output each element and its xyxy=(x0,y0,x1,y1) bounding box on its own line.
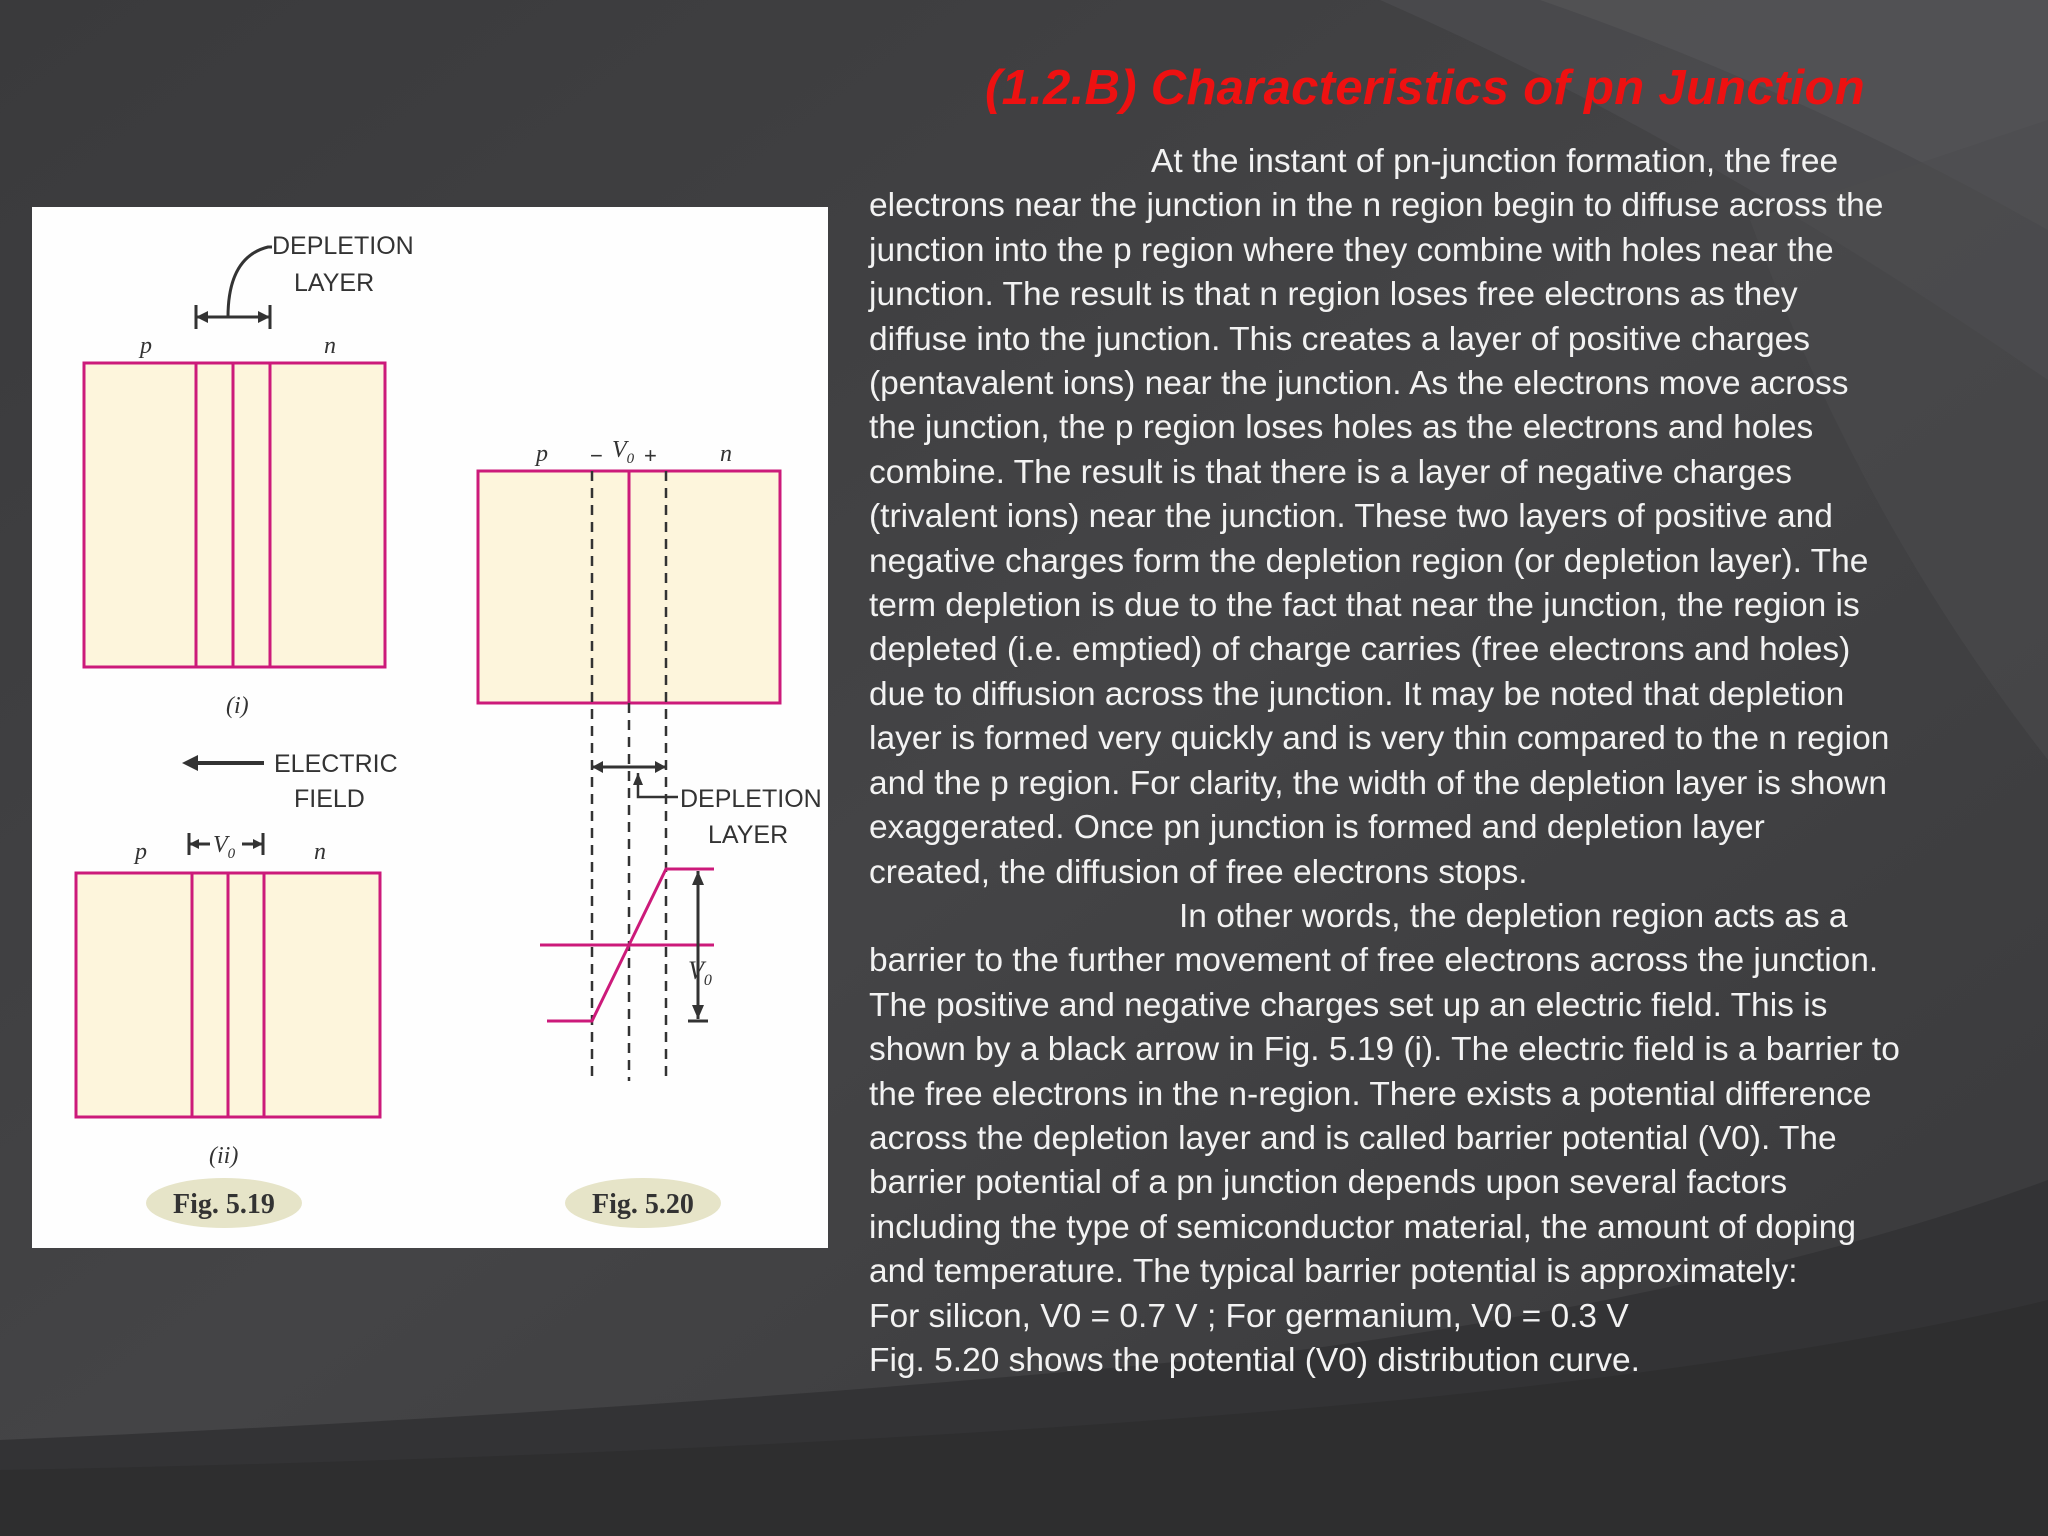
subfigure-i-label: (i) xyxy=(226,693,249,719)
p-label: p xyxy=(536,441,548,467)
paragraph-2-line: In other words, the depletion region acts as a xyxy=(1179,897,1848,935)
depletion-label-line2: LAYER xyxy=(708,821,789,849)
paragraph-1-line: (trivalent ions) near the junction. These two layers of positive and xyxy=(869,498,1833,536)
depletion-label-line1: DEPLETION xyxy=(680,785,822,813)
n-region xyxy=(264,873,380,1117)
arrow-head-down xyxy=(692,1005,704,1019)
paragraph-2-line: barrier to the further movement of free electrons across the junction. xyxy=(869,942,1879,980)
depletion-pointer-curve xyxy=(228,247,272,317)
barrier-voltage-label xyxy=(213,832,236,862)
paragraph-2-line: barrier potential of a pn junction depends upon several factors xyxy=(869,1164,1788,1202)
paragraph-1-line: At the instant of pn-junction formation, the free xyxy=(1151,143,1839,180)
p-region xyxy=(76,873,192,1117)
arrow-head-up xyxy=(692,871,704,885)
plus-sign: + xyxy=(644,443,657,468)
paragraph-1-line: exaggerated. Once pn junction is formed and depletion layer xyxy=(869,809,1765,847)
n-label: n xyxy=(324,333,336,359)
body-text xyxy=(869,140,2019,1383)
paragraph-1-line: the junction, the p region loses holes as the electrons and holes xyxy=(869,409,1814,447)
arrow-head-right xyxy=(655,761,666,773)
fig-5-19-caption: Fig. 5.19 xyxy=(173,1189,275,1220)
p-region xyxy=(84,363,196,667)
subfigure-ii-label: (ii) xyxy=(209,1143,239,1169)
electric-field-label-line1: ELECTRIC xyxy=(274,750,398,778)
paragraph-1-line: created, the diffusion of free electrons stops. xyxy=(869,853,1528,891)
depletion-pointer xyxy=(638,773,678,797)
v-letter: V xyxy=(612,437,627,463)
paragraph-1-line: negative charges form the depletion region (or depletion layer). The xyxy=(869,542,1869,580)
arrow-head-left xyxy=(592,761,603,773)
paragraph-2-line: Fig. 5.20 shows the potential (V0) distribution curve. xyxy=(869,1341,1640,1379)
v-subscript: 0 xyxy=(626,451,635,467)
n-region xyxy=(270,363,385,667)
paragraph-1-line: and the p region. For clarity, the width of the depletion layer is shown xyxy=(869,764,1887,802)
fig-5-20-caption: Fig. 5.20 xyxy=(592,1189,694,1220)
p-label: p xyxy=(140,333,152,359)
pn-junction-diagram xyxy=(32,207,828,1248)
electric-field-annotation xyxy=(182,750,398,813)
arrow-head-left xyxy=(196,311,208,323)
fig-5-20 xyxy=(478,437,822,1228)
paragraph-1-line: electrons near the junction in the n region begin to diffuse across the xyxy=(869,187,1884,225)
n-label: n xyxy=(720,441,732,467)
minus-sign: − xyxy=(590,443,603,468)
v-letter: V xyxy=(213,832,228,858)
paragraph-1-line: depleted (i.e. emptied) of charge carries (free electrons and holes) xyxy=(869,631,1851,669)
electric-field-arrow-head xyxy=(182,755,198,771)
paragraph-1-line: due to diffusion across the junction. It may be noted that depletion xyxy=(869,675,1845,713)
paragraph-2-line: across the depletion layer and is called barrier potential (V0). The xyxy=(869,1119,1837,1157)
pointer-head xyxy=(633,773,643,785)
p-label: p xyxy=(135,839,147,865)
electric-field-label-line2: FIELD xyxy=(294,785,365,813)
paragraph-1-line: (pentavalent ions) near the junction. As the electrons move across xyxy=(869,365,1849,403)
barrier-height-label xyxy=(688,956,712,989)
paragraph-1-line: layer is formed very quickly and is very thin compared to the n region xyxy=(869,720,1890,758)
paragraph-2-line: For silicon, V0 = 0.7 V ; For germanium, V0 = 0.3 V xyxy=(869,1297,1629,1335)
arrow-head-right xyxy=(258,311,270,323)
paragraph-2-line: shown by a black arrow in Fig. 5.19 (i). The electric field is a barrier to xyxy=(869,1031,1900,1069)
fig-5-19-i xyxy=(84,232,414,719)
fig-5-19-ii xyxy=(76,832,380,1228)
depletion-label-line2: LAYER xyxy=(294,269,375,297)
v-subscript: 0 xyxy=(703,972,712,989)
paragraph-2-line: including the type of semiconductor material, the amount of doping xyxy=(869,1208,1856,1246)
slide-title: (1.2.B) Characteristics of pn Junction xyxy=(985,61,1865,115)
paragraph-1-line: junction. The result is that n region loses free electrons as they xyxy=(869,276,1798,314)
depletion-label-line1: DEPLETION xyxy=(272,232,414,260)
paragraph-2-line: the free electrons in the n-region. There exists a potential difference xyxy=(869,1075,1872,1113)
paragraph-1-line: term depletion is due to the fact that near the junction, the region is xyxy=(869,587,1860,625)
paragraph-1-line: junction into the p region where they combine with holes near the xyxy=(869,231,1834,269)
paragraph-2-line: and temperature. The typical barrier potential is approximately: xyxy=(869,1253,1798,1291)
paragraph-1-line: diffuse into the junction. This creates a layer of positive charges xyxy=(869,320,1811,358)
v-letter: V xyxy=(688,956,704,985)
v-subscript: 0 xyxy=(227,846,236,862)
paragraph-2-line: The positive and negative charges set up an electric field. This is xyxy=(869,986,1828,1024)
v0-label xyxy=(612,437,635,467)
paragraph-1-line: combine. The result is that there is a layer of negative charges xyxy=(869,453,1792,491)
pn-junction-figure xyxy=(32,207,828,1248)
n-label: n xyxy=(314,839,326,865)
